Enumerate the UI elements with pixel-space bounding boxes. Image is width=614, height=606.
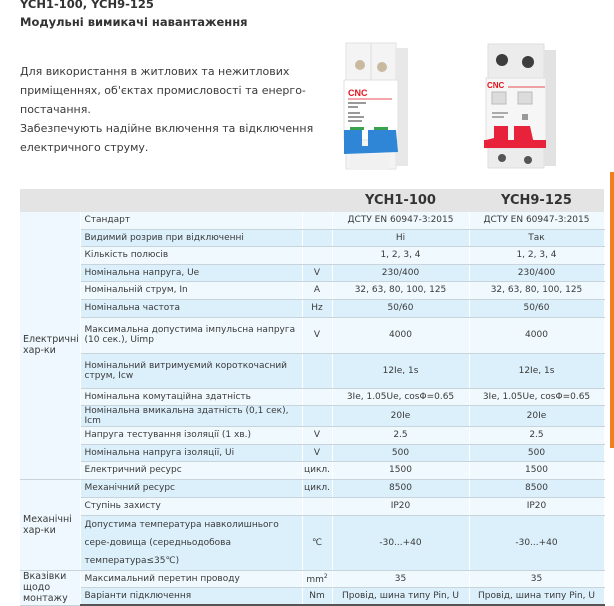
value-ych1-100: 1500 bbox=[332, 461, 469, 479]
row-unit bbox=[302, 570, 332, 587]
row-label: Електричний ресурс bbox=[80, 461, 302, 479]
table-row bbox=[20, 587, 604, 605]
value-ych9-125: 2.5 bbox=[469, 426, 604, 444]
table-row bbox=[20, 570, 604, 587]
spec-table bbox=[20, 189, 605, 606]
row-label: Максимальний перетин проводу bbox=[80, 570, 302, 587]
table-row bbox=[20, 388, 604, 405]
row-unit bbox=[302, 353, 332, 388]
table-row bbox=[20, 405, 604, 426]
group-label-electric: Електричні хар-ки bbox=[20, 212, 80, 479]
value-ych1-100: 12Ie, 1s bbox=[332, 353, 469, 388]
column-header-ych9-125: YCH9-125 bbox=[469, 189, 604, 212]
value-ych1-100: 20Ie bbox=[332, 405, 469, 426]
row-label: Номінальна вмикальна здатність (0,1 сек), Icm bbox=[80, 405, 302, 426]
row-unit: A bbox=[302, 281, 332, 299]
row-label: Кількість полюсів bbox=[80, 246, 302, 264]
value-ych9-125: Провід, шина типу Pin, U bbox=[469, 587, 604, 605]
value-ych1-100: 230/400 bbox=[332, 264, 469, 281]
row-label: Ступінь захисту bbox=[80, 497, 302, 515]
group-label-mechanic: Механічні хар-ки bbox=[20, 479, 80, 570]
table-row bbox=[20, 497, 604, 515]
row-label: Варіанти підключення bbox=[80, 587, 302, 605]
value-ych9-125: Так bbox=[469, 229, 604, 246]
table-row bbox=[20, 353, 604, 388]
header-empty bbox=[80, 189, 302, 212]
value-ych1-100: 32, 63, 80, 100, 125 bbox=[332, 281, 469, 299]
description-line: постачання. bbox=[20, 103, 91, 116]
table-row bbox=[20, 264, 604, 281]
value-ych9-125: 3Ie, 1.05Ue, cosΦ=0.65 bbox=[469, 388, 604, 405]
value-ych1-100: 2.5 bbox=[332, 426, 469, 444]
value-ych9-125: 1500 bbox=[469, 461, 604, 479]
row-label: Номінальна комутаційна здатність bbox=[80, 388, 302, 405]
description bbox=[20, 62, 320, 157]
row-label: Номінальний витримуємий короткочасний струм, Icw bbox=[80, 353, 302, 388]
row-unit bbox=[302, 246, 332, 264]
value-ych9-125: 8500 bbox=[469, 479, 604, 497]
page-title: YCH1-100, YCH9-125 bbox=[20, 0, 154, 11]
product-image-ych1-100 bbox=[340, 40, 420, 172]
row-unit bbox=[302, 212, 332, 229]
row-unit: V bbox=[302, 264, 332, 281]
value-ych1-100: -30...+40 bbox=[332, 515, 469, 570]
accent-bar bbox=[610, 172, 614, 448]
unit-text: mm bbox=[306, 574, 324, 585]
description-line: електричного струму. bbox=[20, 141, 149, 154]
row-unit: цикл. bbox=[302, 479, 332, 497]
row-unit bbox=[302, 229, 332, 246]
row-label: Напруга тестування ізоляції (1 хв.) bbox=[80, 426, 302, 444]
value-ych9-125: 500 bbox=[469, 444, 604, 461]
header bbox=[20, 0, 248, 30]
table-row bbox=[20, 444, 604, 461]
value-ych1-100: Провід, шина типу Pin, U bbox=[332, 587, 469, 605]
row-unit: V bbox=[302, 317, 332, 353]
page-subtitle: Модульні вимикачі навантаження bbox=[20, 15, 248, 29]
value-ych1-100: 35 bbox=[332, 570, 469, 587]
unit-superscript: 2 bbox=[323, 572, 328, 580]
value-ych9-125: IP20 bbox=[469, 497, 604, 515]
table-row bbox=[20, 229, 604, 246]
row-unit: V bbox=[302, 426, 332, 444]
column-header-ych1-100: YCH1-100 bbox=[332, 189, 469, 212]
value-ych9-125: 35 bbox=[469, 570, 604, 587]
table-row bbox=[20, 515, 604, 570]
row-label: Видимий розрив при відключенні bbox=[80, 229, 302, 246]
row-unit bbox=[302, 405, 332, 426]
value-ych9-125: 50/60 bbox=[469, 299, 604, 317]
product-image-ych9-125 bbox=[478, 42, 568, 170]
row-label: Максимальна допустима імпульсна напруга (10 сек.), Uimp bbox=[80, 317, 302, 353]
table-row bbox=[20, 479, 604, 497]
row-label: Номінальній струм, In bbox=[80, 281, 302, 299]
row-unit bbox=[302, 388, 332, 405]
value-ych1-100: ДСТУ EN 60947-3:2015 bbox=[332, 212, 469, 229]
description-line: Забезпечують надійне включення та відключення bbox=[20, 122, 314, 135]
value-ych9-125: ДСТУ EN 60947-3:2015 bbox=[469, 212, 604, 229]
row-unit: цикл. bbox=[302, 461, 332, 479]
table-row bbox=[20, 461, 604, 479]
description-line: приміщеннях, об'єктах промисловості та енерго- bbox=[20, 84, 306, 97]
value-ych9-125: 230/400 bbox=[469, 264, 604, 281]
description-line: Для використання в житлових та нежитлових bbox=[20, 65, 290, 78]
row-label: Стандарт bbox=[80, 212, 302, 229]
value-ych9-125: 32, 63, 80, 100, 125 bbox=[469, 281, 604, 299]
value-ych1-100: 8500 bbox=[332, 479, 469, 497]
table-row bbox=[20, 317, 604, 353]
value-ych9-125: 1, 2, 3, 4 bbox=[469, 246, 604, 264]
row-label: Номінальна напруга, Ue bbox=[80, 264, 302, 281]
value-ych1-100: 4000 bbox=[332, 317, 469, 353]
row-unit: Nm bbox=[302, 587, 332, 605]
row-unit: V bbox=[302, 444, 332, 461]
row-label: Допустима температура навколишнього сере-довища (середньодобова температура≤35℃) bbox=[80, 515, 302, 570]
row-label: Механічний ресурс bbox=[80, 479, 302, 497]
table-row bbox=[20, 246, 604, 264]
row-unit bbox=[302, 497, 332, 515]
group-label-mount: Вказівки щодо монтажу bbox=[20, 570, 80, 605]
value-ych9-125: 20Ie bbox=[469, 405, 604, 426]
header-empty bbox=[20, 189, 80, 212]
value-ych1-100: 3Ie, 1.05Ue, cosΦ=0.65 bbox=[332, 388, 469, 405]
value-ych9-125: -30...+40 bbox=[469, 515, 604, 570]
row-label: Номінальна частота bbox=[80, 299, 302, 317]
header-empty bbox=[302, 189, 332, 212]
table-row bbox=[20, 281, 604, 299]
value-ych1-100: IP20 bbox=[332, 497, 469, 515]
table-row bbox=[20, 426, 604, 444]
value-ych1-100: 1, 2, 3, 4 bbox=[332, 246, 469, 264]
value-ych9-125: 12Ie, 1s bbox=[469, 353, 604, 388]
brand-logo: CNC bbox=[487, 81, 505, 90]
value-ych1-100: 500 bbox=[332, 444, 469, 461]
table-row bbox=[20, 299, 604, 317]
value-ych1-100: Ні bbox=[332, 229, 469, 246]
row-unit: Hz bbox=[302, 299, 332, 317]
brand-logo: CNC bbox=[348, 88, 368, 98]
value-ych9-125: 4000 bbox=[469, 317, 604, 353]
row-label: Номінальна напруга ізоляції, Ui bbox=[80, 444, 302, 461]
row-unit: ℃ bbox=[302, 515, 332, 570]
value-ych1-100: 50/60 bbox=[332, 299, 469, 317]
table-header bbox=[20, 189, 604, 212]
table-row bbox=[20, 212, 604, 229]
